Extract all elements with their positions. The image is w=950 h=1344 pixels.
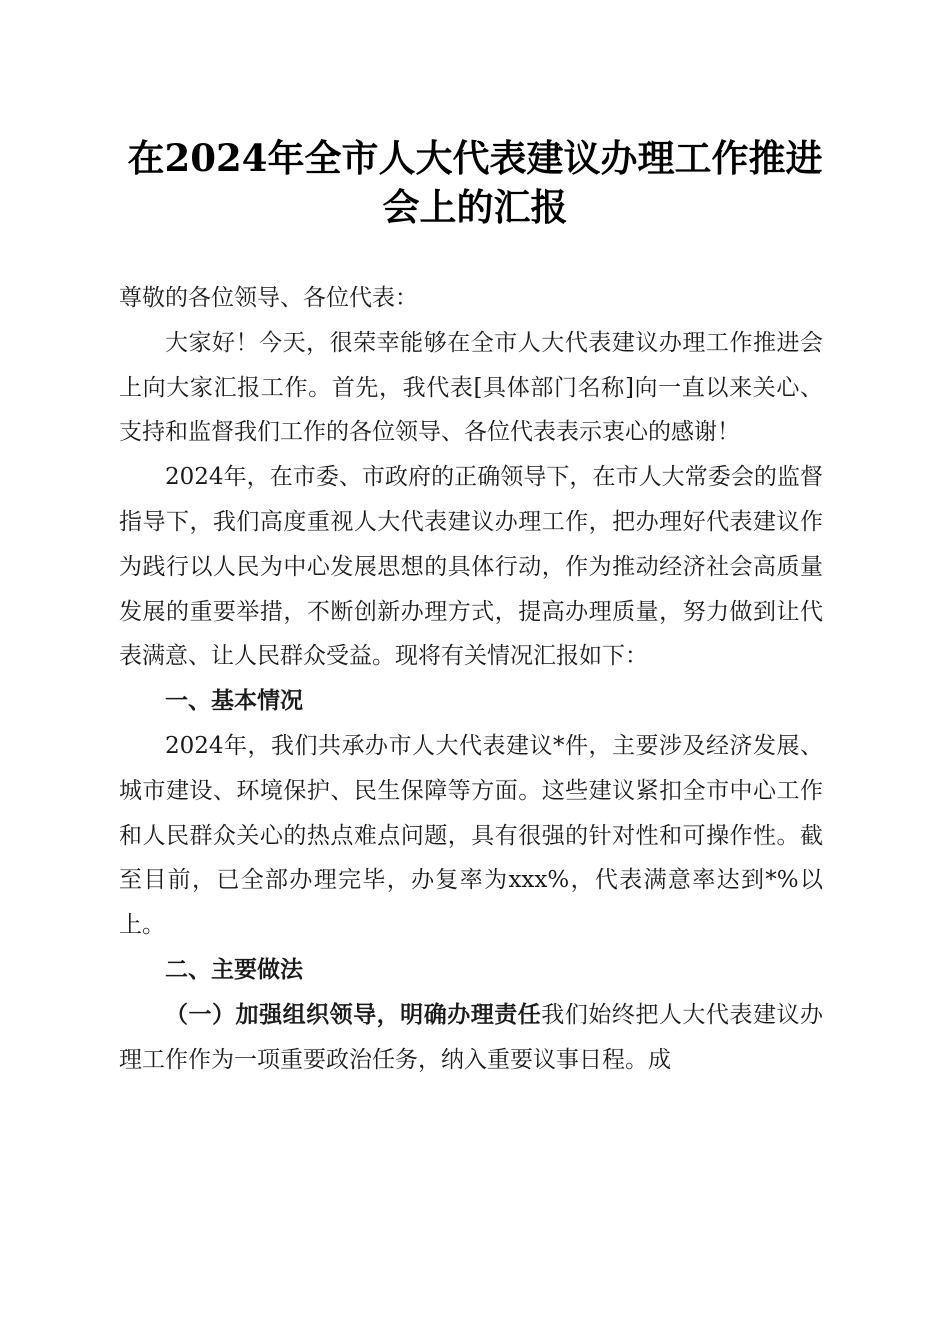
salutation: 尊敬的各位领导、各位代表：: [119, 285, 418, 311]
section-heading-main-practices: 二、主要做法: [165, 956, 303, 983]
overview-paragraph: 2024年，在市委、市政府的正确领导下，在市人大常委会的监督指导下，我们高度重视人大代表建议办理工作，把办理好代表建议作为践行以人民为中心发展思想的具体行动，作为推动经济社会高质量发展的重要举措，不断创新办理方式，提高办理质量，努力做到让代表满意、让人民群众受益。现将有关情况汇报如下：: [119, 464, 823, 670]
basic-situation-paragraph: 2024年，我们共承办市人大代表建议*件，主要涉及经济发展、城市建设、环境保护、民生保障等方面。这些建议紧扣全市中心工作和人民群众关心的热点难点问题，具有很强的针对性和可操作性。截至目前，已全部办理完毕，办复率为xxx%，代表满意率达到*%以上。: [119, 732, 823, 939]
document-body: [119, 276, 823, 1082]
practice-item-1-paragraph: [119, 993, 823, 1083]
practice-item-1-text: 我们始终把人大代表建议办理工作作为一项重要政治任务，纳入重要议事日程。成: [119, 1001, 824, 1073]
opening-paragraph: 大家好！今天，很荣幸能够在全市人大代表建议办理工作推进会上向大家汇报工作。首先，我代表[具体部门名称]向一直以来关心、支持和监督我们工作的各位领导、各位代表表示衷心的感谢！: [119, 329, 823, 446]
section-heading-basic-situation: 一、基本情况: [165, 688, 303, 715]
practice-item-1-lead: （一）加强组织领导，明确办理责任: [165, 1000, 542, 1028]
document-title: 在2024年全市人大代表建议办理工作推进会上的汇报: [127, 136, 823, 229]
